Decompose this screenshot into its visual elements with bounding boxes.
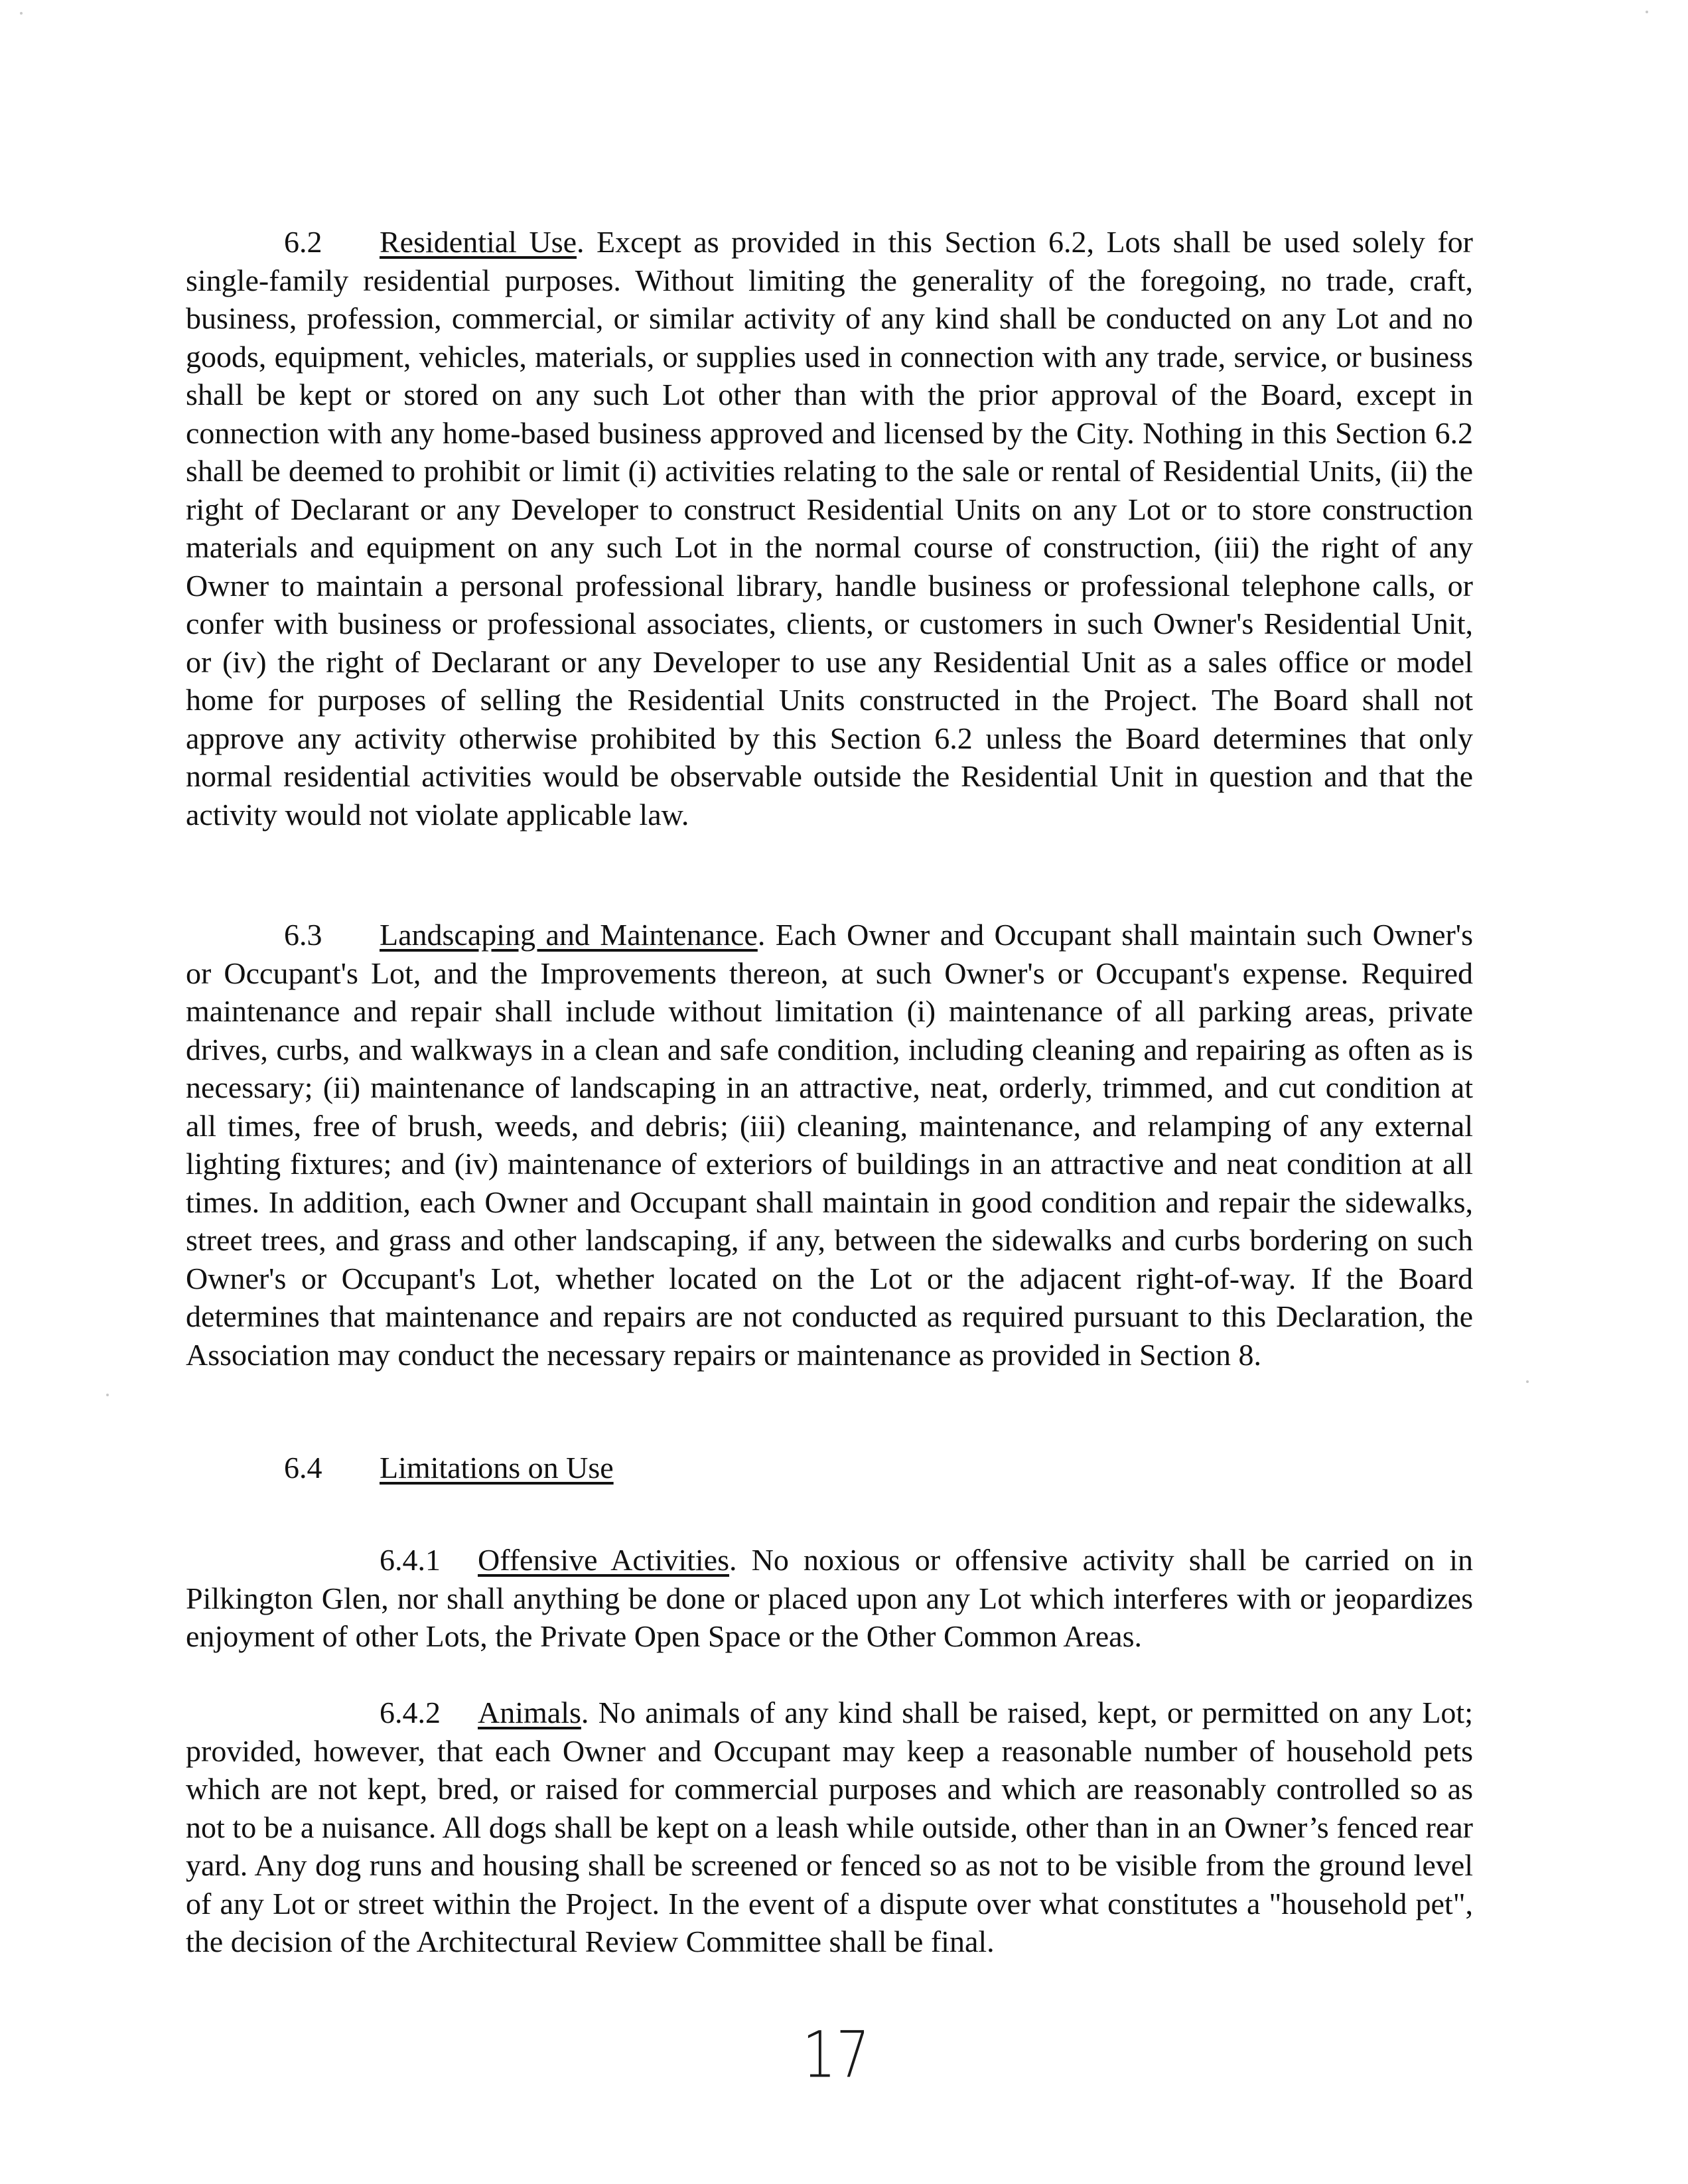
section-number: 6.4.2 xyxy=(380,1696,441,1729)
section-body: . Except as provided in this Section 6.2, Lots shall be used solely for single-family residential purposes. Without limiting the generality of the foregoing, no trade, craft, business, profession, commercial, or similar activity of any kind shall be conducted on any Lot and no goods, equipment, vehicles, materials, or supplies used in connection with any trade, service, or business shall be kept or stored on any such Lot other than with the prior approval of the Board, except in connection with any home-based business approved and licensed by the City. Nothing in this Section 6.2 shall be deemed to prohibit or limit (i) activities relating to the sale or rental of Residential Units, (ii) the right of Declarant or any Developer to construct Residential Units on any Lot or to store construction materials and equipment on any such Lot in the normal course of construction, (iii) the right of any Owner to maintain a personal professional library, handle business or professional telephone calls, or confer with business or professional associates, clients, or customers in such Owner's Residential Unit, or (iv) the right of Declarant or any Developer to use any Residential Unit as a sales office or model home for purposes of selling the Residential Units constructed in the Project. The Board shall not approve any activity otherwise prohibited by this Section 6.2 unless the Board determines that only normal residential activities would be observable outside the Residential Unit in question and that the activity would not violate applicable law. xyxy=(186,225,1473,832)
section-body: . Each Owner and Occupant shall maintain such Owner's or Occupant's Lot, and the Improvements thereon, at such Owner's or Occupant's expense. Required maintenance and repair shall include without limitation (i) maintenance of all parking areas, private drives, curbs, and walkways in a clean and safe condition, including cleaning and repairing as often as is necessary; (ii) maintenance of landscaping in an attractive, neat, orderly, trimmed, and cut condition at all times, free of brush, weeds, and debris; (iii) cleaning, maintenance, and relamping of any external lighting fixtures; and (iv) maintenance of exteriors of buildings in an attractive and neat condition at all times. In addition, each Owner and Occupant shall maintain in good condition and repair the sidewalks, street trees, and grass and other landscaping, if any, between the sidewalks and curbs bordering on such Owner's or Occupant's Lot, whether located on the Lot or the adjacent right-of-way. If the Board determines that maintenance and repairs are not conducted as required pursuant to this Declaration, the Association may conduct the necessary repairs or maintenance as provided in Section 8. xyxy=(186,918,1473,1372)
section-number: 6.3 xyxy=(284,918,322,952)
scan-speck xyxy=(1526,1380,1529,1383)
section-number: 6.4.1 xyxy=(380,1543,441,1577)
scan-speck xyxy=(1646,11,1648,13)
section-title: Limitations on Use xyxy=(380,1451,614,1485)
section-title: Landscaping and Maintenance xyxy=(380,918,758,952)
section-body: . No noxious or offensive activity shall be carried on in Pilkington Glen, nor shall anything be done or placed upon any Lot which interferes with or jeopardizes enjoyment of other Lots, the Private Open Space or the Other Common Areas. xyxy=(186,1543,1474,1653)
section-number: 6.4 xyxy=(284,1451,322,1485)
section-6-2 xyxy=(186,223,1473,834)
section-title: Offensive Activities xyxy=(478,1543,729,1577)
section-body: . No animals of any kind shall be raised, kept, or permitted on any Lot; provided, however, that each Owner and Occupant may keep a reasonable number of household pets which are not kept, bred, or raised for commercial purposes and which are reasonably controlled so as not to be a nuisance. All dogs shall be kept on a leash while outside, other than in an Owner’s fenced rear yard. Any dog runs and housing shall be screened or fenced so as not to be visible from the ground level of any Lot or street within the Project. In the event of a dispute over what constitutes a "household pet", the decision of the Architectural Review Committee shall be final. xyxy=(186,1696,1473,1958)
scan-speck xyxy=(20,12,23,15)
section-6-3 xyxy=(186,916,1473,1374)
section-title: Residential Use xyxy=(380,225,577,259)
scan-speck xyxy=(106,1394,109,1396)
section-title: Animals xyxy=(478,1696,581,1729)
section-6-4-2 xyxy=(186,1694,1473,1961)
section-number: 6.2 xyxy=(284,225,322,259)
section-6-4 xyxy=(186,1449,1473,1487)
page-number: 17 xyxy=(802,2017,870,2092)
section-6-4-1 xyxy=(186,1541,1473,1656)
